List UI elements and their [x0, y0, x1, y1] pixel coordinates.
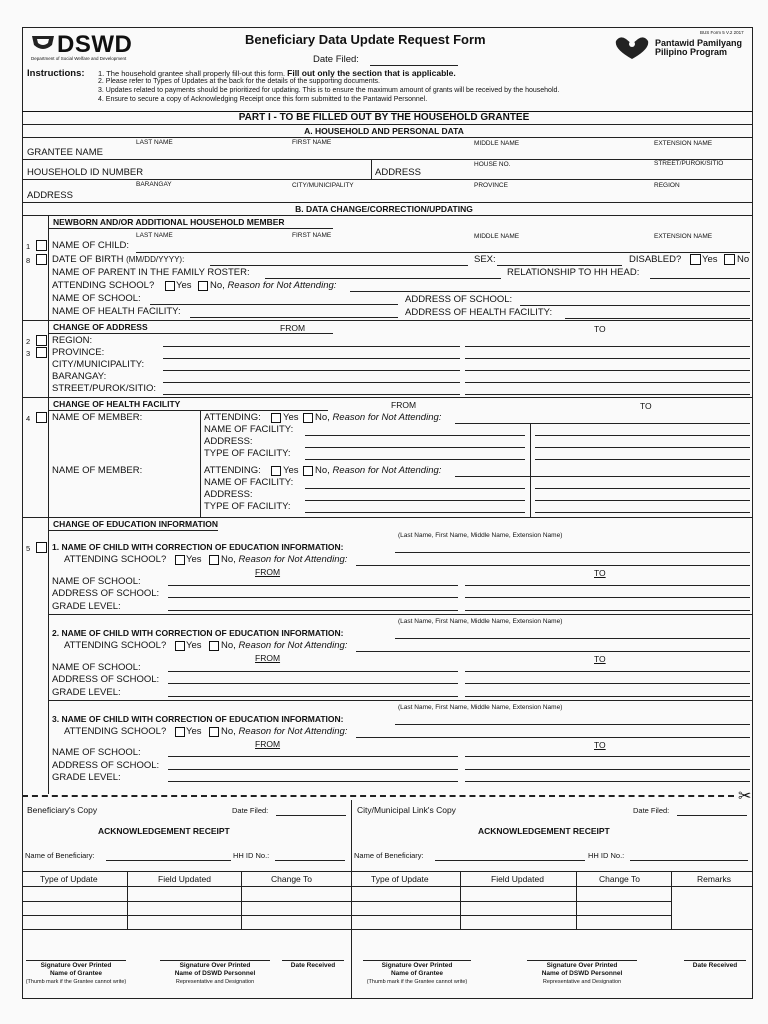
child1-attending-label: ATTENDING SCHOOL? — [64, 554, 167, 565]
nb-attending-no-checkbox[interactable] — [198, 281, 208, 291]
item-number-5: 5 — [26, 544, 31, 553]
instructions-label: Instructions: — [27, 68, 85, 79]
address1-from-line[interactable] — [305, 447, 525, 448]
right-date-received-line[interactable] — [684, 960, 746, 961]
top-border — [22, 27, 752, 28]
instruction-1: 1. The household grantee shall properly fill-out this form. Fill out only the section that is applicable. — [98, 68, 456, 78]
rule — [22, 202, 752, 203]
education-title: CHANGE OF EDUCATION INFORMATION — [53, 519, 218, 529]
child1-grade-label: GRADE LEVEL: — [52, 601, 121, 612]
address-label-2: ADDRESS — [27, 190, 73, 201]
right-sig2b: Name of DSWD Personnel — [541, 970, 623, 977]
grantee-name-label: GRANTEE NAME — [27, 147, 104, 158]
province-to-line[interactable] — [465, 358, 750, 359]
rule — [22, 179, 752, 180]
school-line[interactable] — [150, 304, 398, 305]
child3-grade-from[interactable] — [168, 781, 458, 782]
part1-title: PART I - TO BE FILLED OUT BY THE HOUSEHOLD GRANTEE — [238, 112, 530, 123]
right-copy-label: City/Municipal Link's Copy — [357, 805, 456, 815]
right-sig2c: Representative and Designation — [542, 979, 622, 985]
barangay-to-line[interactable] — [465, 382, 750, 383]
member-label-1: NAME OF MEMBER: — [52, 412, 143, 423]
child3-name-line[interactable] — [395, 724, 750, 725]
nb-col-ext: EXTENSION NAME — [654, 233, 713, 240]
city-label: CITY/MUNICIPALITY — [292, 182, 354, 189]
rule — [460, 871, 461, 929]
rule — [22, 886, 352, 887]
attending-label-2: ATTENDING: — [204, 465, 261, 476]
rule — [351, 915, 671, 916]
rule — [22, 215, 752, 216]
instruction-3: 3. Updates related to payments should be prioritized for updating. This is to ensure the maximum amount of grants will be received by the household. — [98, 87, 560, 94]
health-to-label: TO — [640, 401, 652, 411]
receipt-divider — [351, 800, 352, 998]
left-beneficiary-line[interactable] — [106, 860, 231, 861]
section-a-title: A. HOUSEHOLD AND PERSONAL DATA — [304, 126, 464, 136]
child2-label: 2. NAME OF CHILD WITH CORRECTION OF EDUCATION INFORMATION: — [52, 628, 344, 638]
left-copy-label: Beneficiary's Copy — [27, 805, 98, 815]
left-beneficiary-label: Name of Beneficiary: — [25, 851, 95, 860]
rule — [576, 871, 577, 929]
nb-attending-yes-checkbox[interactable] — [165, 281, 175, 291]
newborn-title: NEWBORN AND/OR ADDITIONAL HOUSEHOLD MEMBER — [53, 217, 285, 227]
right-sig-grantee-line[interactable] — [363, 960, 471, 961]
rule — [48, 228, 333, 229]
right-hhid-line[interactable] — [630, 860, 748, 861]
household-id-label: HOUSEHOLD ID NUMBER — [27, 167, 144, 178]
child2-school-label: NAME OF SCHOOL: — [52, 662, 141, 673]
education-checkbox-5[interactable] — [36, 542, 47, 553]
item-number-1: 1 — [26, 242, 31, 251]
dob-line[interactable] — [210, 265, 468, 266]
address-label-h2: ADDRESS: — [204, 489, 253, 500]
right-col-change: Change To — [599, 874, 640, 884]
address-from-label: FROM — [280, 323, 306, 333]
newborn-checkbox-1[interactable] — [36, 240, 47, 251]
type-label-1: TYPE OF FACILITY: — [204, 448, 291, 459]
dob-label: DATE OF BIRTH (MM/DD/YYYY): — [52, 254, 185, 265]
rule — [22, 871, 352, 872]
city-change-label: CITY/MUNICIPALITY: — [52, 359, 145, 370]
child1-school-from[interactable] — [168, 585, 458, 586]
child3-yes-checkbox[interactable] — [175, 727, 185, 737]
province-change-label: PROVINCE: — [52, 347, 105, 358]
nb-attending-no-label: No, Reason for Not Attending: — [210, 280, 337, 291]
member-label-2: NAME OF MEMBER: — [52, 465, 143, 476]
right-hhid-label: HH ID No.: — [588, 851, 625, 860]
rule — [241, 871, 242, 929]
health-address-line[interactable] — [565, 318, 750, 319]
type1-to-line[interactable] — [535, 459, 750, 460]
name-hint-3: (Last Name, First Name, Middle Name, Extension Name) — [398, 704, 563, 711]
child1-addr-to[interactable] — [465, 597, 750, 598]
facility2-from-line[interactable] — [305, 488, 525, 489]
health2-reason-line[interactable] — [455, 476, 750, 477]
child3-to-label: TO — [594, 740, 606, 750]
sex-label: SEX: — [474, 254, 496, 265]
parent-line[interactable] — [265, 278, 501, 279]
health1-no-label: No, Reason for Not Attending: — [315, 412, 442, 423]
disabled-no-checkbox[interactable] — [724, 254, 735, 265]
child2-no-checkbox[interactable] — [209, 641, 219, 651]
health1-yes-label: Yes — [283, 412, 299, 423]
province-label: PROVINCE — [474, 182, 508, 189]
rule — [671, 871, 672, 929]
child1-school-label: NAME OF SCHOOL: — [52, 576, 141, 587]
number-column — [48, 215, 49, 794]
attending-school-label: ATTENDING SCHOOL? — [52, 280, 155, 291]
relationship-label: RELATIONSHIP TO HH HEAD: — [507, 267, 640, 278]
region-to-line[interactable] — [465, 346, 750, 347]
child3-school-to[interactable] — [465, 756, 750, 757]
left-sig1c: (Thumb mark if the Grantee cannot write) — [25, 979, 127, 985]
child1-yes-label: Yes — [186, 554, 202, 565]
rule — [351, 871, 752, 872]
rule — [22, 901, 352, 902]
org-subtitle: Department of Social Welfare and Development — [31, 56, 127, 61]
rule — [22, 137, 752, 138]
health1-reason-line[interactable] — [455, 423, 750, 424]
item-number-8: 8 — [26, 256, 31, 265]
health2-no-label: No, Reason for Not Attending: — [315, 465, 442, 476]
rule — [127, 871, 128, 929]
cut-line — [22, 795, 734, 797]
program-line1: Pantawid Pamilyang — [655, 38, 743, 48]
child3-school-label: NAME OF SCHOOL: — [52, 747, 141, 758]
facility2-to-line[interactable] — [535, 488, 750, 489]
left-col-change: Change To — [271, 874, 312, 884]
address2-from-line[interactable] — [305, 500, 525, 501]
rule — [48, 700, 752, 701]
school-address-line[interactable] — [520, 305, 750, 306]
health2-yes-label: Yes — [283, 465, 299, 476]
attending-label-1: ATTENDING: — [204, 412, 261, 423]
name-hint-2: (Last Name, First Name, Middle Name, Extension Name) — [398, 618, 563, 625]
address-change-title: CHANGE OF ADDRESS — [53, 322, 148, 332]
child2-grade-to[interactable] — [465, 696, 750, 697]
child2-addr-from[interactable] — [168, 683, 458, 684]
child3-label: 3. NAME OF CHILD WITH CORRECTION OF EDUCATION INFORMATION: — [52, 714, 344, 724]
rule — [22, 320, 752, 321]
rule — [48, 333, 333, 334]
date-filed-line[interactable] — [370, 65, 458, 66]
region-change-label: REGION: — [52, 335, 93, 346]
left-sig1b: Name of Grantee — [49, 970, 103, 977]
child3-addr-to[interactable] — [465, 769, 750, 770]
child2-name-line[interactable] — [395, 638, 750, 639]
col-first-name: FIRST NAME — [292, 139, 332, 146]
health-address-label: ADDRESS OF HEALTH FACILITY: — [405, 307, 553, 318]
school-address-label: ADDRESS OF SCHOOL: — [405, 294, 513, 305]
child2-school-addr-label: ADDRESS OF SCHOOL: — [52, 674, 160, 685]
health2-no-checkbox[interactable] — [303, 466, 313, 476]
child3-yes-label: Yes — [186, 726, 202, 737]
rule — [48, 410, 328, 411]
right-border — [752, 27, 753, 999]
rule — [22, 915, 352, 916]
child3-no-checkbox[interactable] — [209, 727, 219, 737]
city-from-line[interactable] — [163, 370, 460, 371]
left-date-filed-label: Date Filed: — [232, 806, 269, 815]
left-border — [22, 27, 23, 999]
child1-to-label: TO — [594, 568, 606, 578]
right-col-field: Field Updated — [491, 874, 544, 884]
name-hint-1: (Last Name, First Name, Middle Name, Extension Name) — [398, 532, 563, 539]
rule — [48, 614, 752, 615]
left-date-filed-line[interactable] — [276, 815, 346, 816]
bottom-border — [22, 998, 752, 999]
item-number-3: 3 — [26, 349, 31, 358]
health-facility-line[interactable] — [190, 317, 398, 318]
child3-grade-to[interactable] — [465, 781, 750, 782]
left-date-received-line[interactable] — [282, 960, 344, 961]
name-of-child-line[interactable] — [136, 252, 750, 253]
type2-from-line[interactable] — [305, 512, 525, 513]
child2-grade-from[interactable] — [168, 696, 458, 697]
left-sig3: Date Received — [290, 962, 336, 969]
type-label-2: TYPE OF FACILITY: — [204, 501, 291, 512]
right-sig1b: Name of Grantee — [390, 970, 444, 977]
child1-label: 1. NAME OF CHILD WITH CORRECTION OF EDUCATION INFORMATION: — [52, 542, 344, 552]
child1-no-checkbox[interactable] — [209, 555, 219, 565]
region-from-line[interactable] — [163, 346, 460, 347]
pantawid-logo-icon — [612, 35, 652, 61]
child1-grade-from[interactable] — [168, 610, 458, 611]
child2-no-label: No, Reason for Not Attending: — [221, 640, 348, 651]
left-sig-grantee-line[interactable] — [26, 960, 126, 961]
col-middle-name: MIDDLE NAME — [474, 140, 520, 147]
child3-grade-label: GRADE LEVEL: — [52, 772, 121, 783]
form-title: Beneficiary Data Update Request Form — [245, 32, 486, 47]
facility-label-2: NAME OF FACILITY: — [204, 477, 294, 488]
right-sig1c: (Thumb mark if the Grantee cannot write) — [366, 979, 468, 985]
rule — [351, 929, 752, 930]
house-no-label: HOUSE NO. — [474, 161, 511, 168]
child1-from-label: FROM — [255, 567, 281, 577]
left-sig-personnel-line[interactable] — [160, 960, 270, 961]
child3-school-addr-label: ADDRESS OF SCHOOL: — [52, 760, 160, 771]
city-to-line[interactable] — [465, 370, 750, 371]
child1-school-addr-label: ADDRESS OF SCHOOL: — [52, 588, 160, 599]
disabled-yes-checkbox[interactable] — [690, 254, 701, 265]
child3-school-from[interactable] — [168, 756, 458, 757]
child1-name-line[interactable] — [395, 552, 750, 553]
right-receipt-title: ACKNOWLEDGEMENT RECEIPT — [478, 826, 610, 836]
right-sig2a: Signature Over Printed — [546, 962, 618, 969]
item-number-2: 2 — [26, 337, 31, 346]
dswd-logo-icon — [30, 33, 56, 53]
child2-reason-line[interactable] — [356, 651, 750, 652]
rule — [200, 410, 201, 517]
left-sig2b: Name of DSWD Personnel — [174, 970, 256, 977]
health1-yes-checkbox[interactable] — [271, 413, 281, 423]
item-number-4: 4 — [26, 414, 31, 423]
child1-grade-to[interactable] — [465, 610, 750, 611]
right-date-filed-label: Date Filed: — [633, 806, 670, 815]
child2-attending-label: ATTENDING SCHOOL? — [64, 640, 167, 651]
child1-no-label: No, Reason for Not Attending: — [221, 554, 348, 565]
address-to-label: TO — [594, 324, 606, 334]
left-sig2a: Signature Over Printed — [179, 962, 251, 969]
nb-reason-line[interactable] — [350, 291, 750, 292]
right-sig-personnel-line[interactable] — [527, 960, 637, 961]
health-from-label: FROM — [391, 400, 417, 410]
province-from-line[interactable] — [163, 358, 460, 359]
child3-reason-line[interactable] — [356, 737, 750, 738]
street-from-line[interactable] — [163, 394, 460, 395]
barangay-from-line[interactable] — [163, 382, 460, 383]
facility1-to-line[interactable] — [535, 435, 750, 436]
col-extension-name: EXTENSION NAME — [654, 140, 713, 147]
right-beneficiary-line[interactable] — [435, 860, 585, 861]
rule — [351, 886, 752, 887]
health-change-title: CHANGE OF HEALTH FACILITY — [53, 399, 181, 409]
section-b-title: B. DATA CHANGE/CORRECTION/UPDATING — [295, 204, 473, 214]
rule — [371, 159, 372, 179]
child2-school-from[interactable] — [168, 671, 458, 672]
left-col-type: Type of Update — [40, 874, 98, 884]
program-line2: Pilipino Program — [655, 47, 728, 57]
left-sig1a: Signature Over Printed — [40, 962, 112, 969]
right-col-type: Type of Update — [371, 874, 429, 884]
right-date-filed-line[interactable] — [677, 815, 747, 816]
street-change-label: STREET/PUROK/SITIO: — [52, 383, 156, 394]
nb-col-last: LAST NAME — [136, 232, 173, 239]
address-checkbox-2[interactable] — [36, 335, 47, 346]
rule — [530, 424, 531, 517]
barangay-change-label: BARANGAY: — [52, 371, 107, 382]
left-receipt-title: ACKNOWLEDGEMENT RECEIPT — [98, 826, 230, 836]
rule — [351, 901, 671, 902]
barangay-label: BARANGAY — [136, 181, 172, 188]
rule — [48, 530, 218, 531]
child3-attending-label: ATTENDING SCHOOL? — [64, 726, 167, 737]
facility-label-1: NAME OF FACILITY: — [204, 424, 294, 435]
nb-attending-yes-label: Yes — [176, 280, 192, 291]
child2-school-to[interactable] — [465, 671, 750, 672]
type2-to-line[interactable] — [535, 512, 750, 513]
health1-no-checkbox[interactable] — [303, 413, 313, 423]
child2-yes-label: Yes — [186, 640, 202, 651]
left-sig2c: Representative and Designation — [175, 979, 255, 985]
child1-school-to[interactable] — [465, 585, 750, 586]
street-label: STREET/PUROK/SITIO — [654, 160, 724, 167]
left-hhid-label: HH ID No.: — [233, 851, 270, 860]
child2-from-label: FROM — [255, 653, 281, 663]
rule — [22, 929, 352, 930]
child2-grade-label: GRADE LEVEL: — [52, 687, 121, 698]
child3-from-label: FROM — [255, 739, 281, 749]
left-col-field: Field Updated — [158, 874, 211, 884]
scissors-icon: ✂ — [738, 788, 752, 805]
disabled-yes-label: Yes — [702, 254, 718, 265]
child1-yes-checkbox[interactable] — [175, 555, 185, 565]
instruction-4: 4. Ensure to secure a copy of Acknowledging Receipt once this form submitted to the Pantawid Personnel. — [98, 96, 428, 103]
rule — [22, 517, 752, 518]
address-label-h1: ADDRESS: — [204, 436, 253, 447]
disabled-no-label: No — [737, 254, 750, 265]
health-facility-label: NAME OF HEALTH FACILITY: — [52, 306, 181, 317]
school-label: NAME OF SCHOOL: — [52, 293, 141, 304]
rule — [22, 397, 752, 398]
region-label: REGION — [654, 182, 680, 189]
parent-label: NAME OF PARENT IN THE FAMILY ROSTER: — [52, 267, 250, 278]
right-beneficiary-label: Name of Beneficiary: — [354, 851, 424, 860]
address-label-1: ADDRESS — [375, 167, 421, 178]
disabled-label: DISABLED? — [629, 254, 682, 265]
child3-no-label: No, Reason for Not Attending: — [221, 726, 348, 737]
health2-yes-checkbox[interactable] — [271, 466, 281, 476]
right-sig1a: Signature Over Printed — [381, 962, 453, 969]
address-checkbox-3[interactable] — [36, 347, 47, 358]
org-name: DSWD — [57, 31, 133, 58]
nb-col-middle: MIDDLE NAME — [474, 233, 520, 240]
newborn-checkbox-8[interactable] — [36, 254, 47, 265]
address2-to-line[interactable] — [535, 500, 750, 501]
nb-col-first: FIRST NAME — [292, 232, 332, 239]
date-filed-label: Date Filed: — [313, 54, 359, 65]
relationship-line[interactable] — [650, 278, 750, 279]
sex-line[interactable] — [497, 265, 622, 266]
right-col-remarks: Remarks — [697, 874, 732, 884]
child2-addr-to[interactable] — [465, 683, 750, 684]
child1-reason-line[interactable] — [356, 565, 750, 566]
right-sig3: Date Received — [692, 962, 738, 969]
instruction-2: 2. Please refer to Types of Updates at the back for the details of the supporting documents. — [98, 78, 380, 85]
type1-from-line[interactable] — [305, 459, 525, 460]
child1-addr-from[interactable] — [168, 597, 458, 598]
form-code: BUS Form 5 V.2 2017 — [700, 30, 744, 35]
child2-to-label: TO — [594, 654, 606, 664]
child3-addr-from[interactable] — [168, 769, 458, 770]
left-hhid-line[interactable] — [275, 860, 345, 861]
rule — [22, 124, 752, 125]
child2-yes-checkbox[interactable] — [175, 641, 185, 651]
health-checkbox-4[interactable] — [36, 412, 47, 423]
facility1-from-line[interactable] — [305, 435, 525, 436]
address1-to-line[interactable] — [535, 447, 750, 448]
name-of-child-label: NAME OF CHILD: — [52, 240, 130, 251]
col-last-name: LAST NAME — [136, 139, 173, 146]
street-to-line[interactable] — [465, 394, 750, 395]
rule — [22, 159, 752, 160]
